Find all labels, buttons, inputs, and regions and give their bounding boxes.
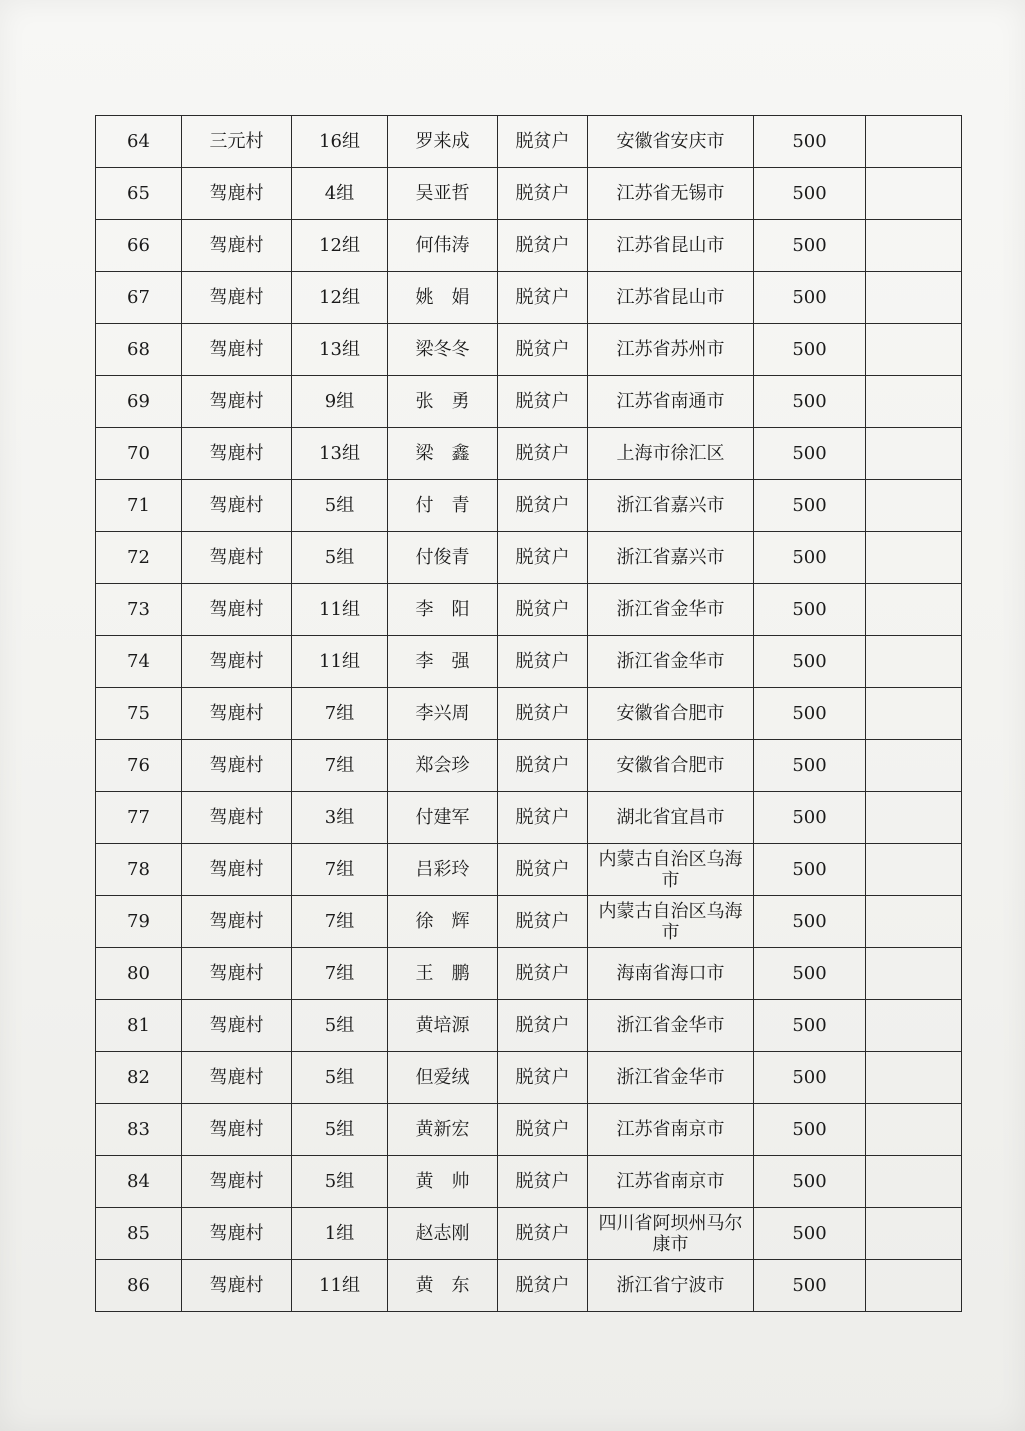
cell-note (866, 688, 962, 740)
table-row (96, 1260, 962, 1312)
cell-status: 脱贫户 (498, 428, 588, 480)
table-row (96, 584, 962, 636)
cell-amount: 500 (754, 168, 866, 220)
cell-village: 驾鹿村 (182, 1052, 292, 1104)
cell-number: 84 (96, 1156, 182, 1208)
cell-name: 何伟涛 (388, 220, 498, 272)
cell-name: 黄 帅 (388, 1156, 498, 1208)
cell-address: 江苏省南通市 (588, 376, 754, 428)
cell-group: 9组 (292, 376, 388, 428)
cell-name: 黄新宏 (388, 1104, 498, 1156)
cell-group: 13组 (292, 324, 388, 376)
cell-address: 安徽省合肥市 (588, 740, 754, 792)
cell-amount: 500 (754, 844, 866, 896)
cell-number: 80 (96, 948, 182, 1000)
cell-address: 江苏省昆山市 (588, 220, 754, 272)
cell-note (866, 1000, 962, 1052)
cell-name: 徐 辉 (388, 896, 498, 948)
cell-name: 吕彩玲 (388, 844, 498, 896)
cell-amount: 500 (754, 428, 866, 480)
cell-note (866, 896, 962, 948)
table-row (96, 636, 962, 688)
cell-amount: 500 (754, 272, 866, 324)
cell-address: 内蒙古自治区乌海市 (588, 896, 754, 948)
cell-amount: 500 (754, 220, 866, 272)
cell-note (866, 584, 962, 636)
cell-status: 脱贫户 (498, 532, 588, 584)
cell-number: 77 (96, 792, 182, 844)
table-row (96, 1208, 962, 1260)
cell-address: 江苏省苏州市 (588, 324, 754, 376)
cell-note (866, 636, 962, 688)
cell-amount: 500 (754, 688, 866, 740)
cell-name: 赵志刚 (388, 1208, 498, 1260)
cell-name: 梁冬冬 (388, 324, 498, 376)
table-row (96, 844, 962, 896)
cell-status: 脱贫户 (498, 844, 588, 896)
cell-number: 76 (96, 740, 182, 792)
cell-address: 浙江省金华市 (588, 584, 754, 636)
cell-note (866, 1104, 962, 1156)
cell-village: 驾鹿村 (182, 636, 292, 688)
cell-village: 驾鹿村 (182, 688, 292, 740)
cell-amount: 500 (754, 1260, 866, 1312)
cell-number: 72 (96, 532, 182, 584)
cell-group: 7组 (292, 740, 388, 792)
cell-number: 74 (96, 636, 182, 688)
cell-number: 82 (96, 1052, 182, 1104)
cell-number: 64 (96, 116, 182, 168)
cell-village: 驾鹿村 (182, 532, 292, 584)
cell-group: 11组 (292, 1260, 388, 1312)
cell-number: 68 (96, 324, 182, 376)
cell-address: 浙江省嘉兴市 (588, 480, 754, 532)
cell-group: 1组 (292, 1208, 388, 1260)
cell-group: 7组 (292, 688, 388, 740)
cell-status: 脱贫户 (498, 1104, 588, 1156)
cell-amount: 500 (754, 116, 866, 168)
cell-note (866, 168, 962, 220)
table-row (96, 1000, 962, 1052)
cell-group: 5组 (292, 1104, 388, 1156)
cell-amount: 500 (754, 636, 866, 688)
cell-group: 7组 (292, 896, 388, 948)
cell-note (866, 1208, 962, 1260)
cell-amount: 500 (754, 1104, 866, 1156)
subsidy-list-table (95, 115, 962, 1312)
cell-note (866, 428, 962, 480)
cell-amount: 500 (754, 740, 866, 792)
cell-number: 69 (96, 376, 182, 428)
cell-address: 安徽省合肥市 (588, 688, 754, 740)
cell-number: 78 (96, 844, 182, 896)
cell-address: 江苏省昆山市 (588, 272, 754, 324)
cell-number: 85 (96, 1208, 182, 1260)
cell-village: 驾鹿村 (182, 428, 292, 480)
cell-status: 脱贫户 (498, 376, 588, 428)
cell-name: 张 勇 (388, 376, 498, 428)
cell-group: 7组 (292, 844, 388, 896)
table-row (96, 220, 962, 272)
cell-group: 5组 (292, 1052, 388, 1104)
cell-status: 脱贫户 (498, 740, 588, 792)
cell-village: 驾鹿村 (182, 480, 292, 532)
cell-name: 李兴周 (388, 688, 498, 740)
cell-group: 7组 (292, 948, 388, 1000)
cell-group: 4组 (292, 168, 388, 220)
cell-name: 付俊青 (388, 532, 498, 584)
cell-group: 12组 (292, 220, 388, 272)
cell-number: 66 (96, 220, 182, 272)
cell-village: 驾鹿村 (182, 584, 292, 636)
table-row (96, 740, 962, 792)
table-row (96, 948, 962, 1000)
cell-status: 脱贫户 (498, 168, 588, 220)
cell-village: 驾鹿村 (182, 896, 292, 948)
cell-address: 浙江省金华市 (588, 1000, 754, 1052)
table-row (96, 480, 962, 532)
cell-address: 浙江省嘉兴市 (588, 532, 754, 584)
cell-note (866, 740, 962, 792)
table-row (96, 428, 962, 480)
cell-status: 脱贫户 (498, 948, 588, 1000)
cell-note (866, 532, 962, 584)
cell-name: 罗来成 (388, 116, 498, 168)
cell-name: 梁 鑫 (388, 428, 498, 480)
cell-group: 5组 (292, 532, 388, 584)
cell-group: 11组 (292, 636, 388, 688)
cell-number: 71 (96, 480, 182, 532)
cell-address: 浙江省金华市 (588, 636, 754, 688)
cell-village: 驾鹿村 (182, 1104, 292, 1156)
cell-village: 驾鹿村 (182, 324, 292, 376)
cell-amount: 500 (754, 480, 866, 532)
cell-note (866, 220, 962, 272)
table-row (96, 792, 962, 844)
cell-village: 驾鹿村 (182, 1000, 292, 1052)
cell-note (866, 376, 962, 428)
table-row (96, 1052, 962, 1104)
cell-note (866, 1260, 962, 1312)
cell-note (866, 480, 962, 532)
cell-name: 付 青 (388, 480, 498, 532)
cell-address: 江苏省无锡市 (588, 168, 754, 220)
cell-name: 但爱绒 (388, 1052, 498, 1104)
cell-status: 脱贫户 (498, 220, 588, 272)
cell-status: 脱贫户 (498, 792, 588, 844)
cell-group: 11组 (292, 584, 388, 636)
cell-note (866, 1052, 962, 1104)
cell-amount: 500 (754, 584, 866, 636)
cell-number: 67 (96, 272, 182, 324)
cell-address: 海南省海口市 (588, 948, 754, 1000)
cell-note (866, 116, 962, 168)
cell-note (866, 844, 962, 896)
cell-name: 郑会珍 (388, 740, 498, 792)
table-row (96, 116, 962, 168)
cell-group: 5组 (292, 1000, 388, 1052)
cell-village: 驾鹿村 (182, 1156, 292, 1208)
cell-address: 内蒙古自治区乌海市 (588, 844, 754, 896)
cell-village: 驾鹿村 (182, 220, 292, 272)
cell-note (866, 324, 962, 376)
cell-note (866, 792, 962, 844)
cell-amount: 500 (754, 324, 866, 376)
cell-village: 驾鹿村 (182, 376, 292, 428)
cell-status: 脱贫户 (498, 636, 588, 688)
cell-amount: 500 (754, 792, 866, 844)
cell-village: 驾鹿村 (182, 948, 292, 1000)
table-row (96, 688, 962, 740)
cell-address: 上海市徐汇区 (588, 428, 754, 480)
cell-address: 江苏省南京市 (588, 1104, 754, 1156)
cell-village: 驾鹿村 (182, 792, 292, 844)
table-row (96, 1104, 962, 1156)
cell-name: 姚 娟 (388, 272, 498, 324)
cell-village: 驾鹿村 (182, 272, 292, 324)
cell-status: 脱贫户 (498, 688, 588, 740)
cell-status: 脱贫户 (498, 1156, 588, 1208)
table-row (96, 324, 962, 376)
cell-village: 三元村 (182, 116, 292, 168)
cell-name: 黄 东 (388, 1260, 498, 1312)
cell-number: 86 (96, 1260, 182, 1312)
cell-status: 脱贫户 (498, 1260, 588, 1312)
cell-amount: 500 (754, 376, 866, 428)
cell-number: 79 (96, 896, 182, 948)
table-row (96, 1156, 962, 1208)
cell-village: 驾鹿村 (182, 168, 292, 220)
table-row (96, 532, 962, 584)
cell-name: 李 阳 (388, 584, 498, 636)
cell-status: 脱贫户 (498, 272, 588, 324)
cell-group: 12组 (292, 272, 388, 324)
cell-status: 脱贫户 (498, 1000, 588, 1052)
cell-number: 81 (96, 1000, 182, 1052)
cell-status: 脱贫户 (498, 584, 588, 636)
cell-address: 江苏省南京市 (588, 1156, 754, 1208)
cell-village: 驾鹿村 (182, 844, 292, 896)
cell-number: 83 (96, 1104, 182, 1156)
cell-amount: 500 (754, 948, 866, 1000)
table-row (96, 272, 962, 324)
cell-address: 浙江省金华市 (588, 1052, 754, 1104)
cell-group: 13组 (292, 428, 388, 480)
cell-group: 5组 (292, 1156, 388, 1208)
table-row (96, 896, 962, 948)
cell-name: 李 强 (388, 636, 498, 688)
cell-number: 70 (96, 428, 182, 480)
cell-address: 安徽省安庆市 (588, 116, 754, 168)
cell-village: 驾鹿村 (182, 740, 292, 792)
cell-name: 黄培源 (388, 1000, 498, 1052)
cell-village: 驾鹿村 (182, 1208, 292, 1260)
cell-amount: 500 (754, 1208, 866, 1260)
table-body (96, 116, 962, 1312)
cell-note (866, 1156, 962, 1208)
cell-name: 付建军 (388, 792, 498, 844)
table-row (96, 376, 962, 428)
table-row (96, 168, 962, 220)
cell-status: 脱贫户 (498, 1052, 588, 1104)
cell-status: 脱贫户 (498, 1208, 588, 1260)
cell-amount: 500 (754, 1156, 866, 1208)
cell-note (866, 272, 962, 324)
cell-number: 75 (96, 688, 182, 740)
cell-address: 湖北省宜昌市 (588, 792, 754, 844)
cell-address: 四川省阿坝州马尔康市 (588, 1208, 754, 1260)
cell-number: 73 (96, 584, 182, 636)
cell-status: 脱贫户 (498, 480, 588, 532)
cell-amount: 500 (754, 1052, 866, 1104)
cell-group: 5组 (292, 480, 388, 532)
cell-number: 65 (96, 168, 182, 220)
cell-note (866, 948, 962, 1000)
cell-address: 浙江省宁波市 (588, 1260, 754, 1312)
cell-amount: 500 (754, 1000, 866, 1052)
cell-amount: 500 (754, 532, 866, 584)
cell-group: 16组 (292, 116, 388, 168)
cell-status: 脱贫户 (498, 116, 588, 168)
cell-name: 王 鹏 (388, 948, 498, 1000)
cell-name: 吴亚哲 (388, 168, 498, 220)
cell-village: 驾鹿村 (182, 1260, 292, 1312)
cell-group: 3组 (292, 792, 388, 844)
cell-status: 脱贫户 (498, 896, 588, 948)
cell-amount: 500 (754, 896, 866, 948)
cell-status: 脱贫户 (498, 324, 588, 376)
